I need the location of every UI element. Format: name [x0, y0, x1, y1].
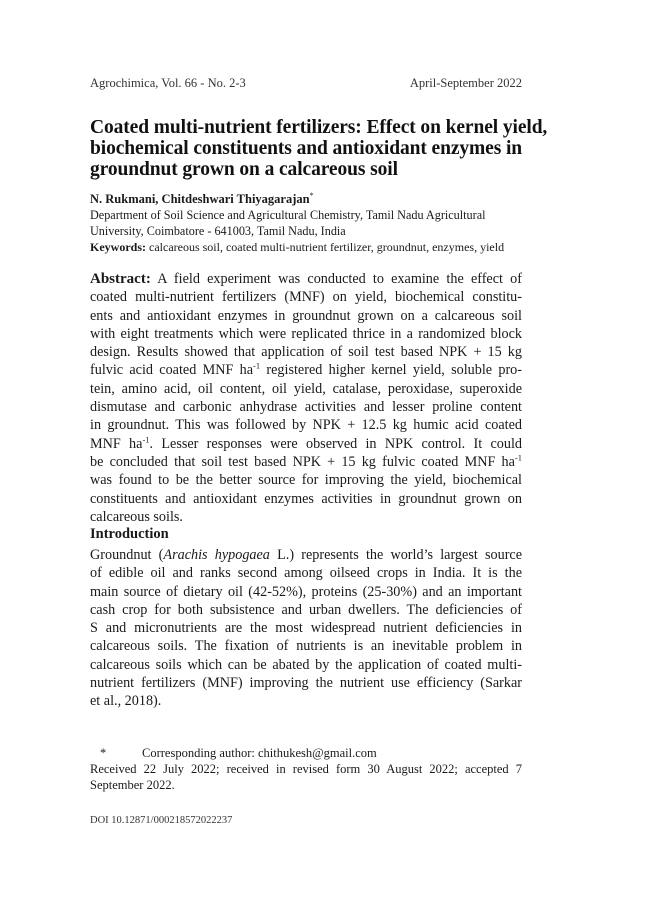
abstract-line: was found to be the better source for improving the yield, biochemical [90, 472, 522, 489]
author-names: N. Rukmani, Chitdeshwari Thiyagarajan [90, 192, 310, 206]
intro-line: cash crop for both subsistence and urban dwellers. The deficiencies of [90, 601, 522, 618]
section-heading-introduction: Introduction [90, 526, 169, 542]
title-line: Coated multi-nutrient fertilizers: Effect on kernel yield, [90, 117, 548, 138]
abstract-line: tein, amino acid, oil content, oil yield, catalase, peroxidase, superoxide [90, 380, 522, 397]
abstract-line: constituents and antioxidant enzymes activities in groundnut grown on [90, 490, 522, 507]
abstract-line: ents and antioxidant enzymes in groundnut grown on a calcareous soil [90, 307, 522, 324]
affiliation-line: Department of Soil Science and Agricultural Chemistry, Tamil Nadu Agricultural [90, 208, 486, 222]
affiliation [90, 207, 522, 239]
intro-line: Groundnut (Arachis hypogaea L.) represents the world’s largest source [90, 547, 523, 563]
intro-line: main source of dietary oil (42-52%), proteins (25-30%) and an important [90, 583, 522, 600]
intro-line: nutrient fertilizers (MNF) improving the nutrient use efficiency (Sarkar [90, 675, 522, 692]
paper-title [90, 117, 548, 180]
intro-line: calcareous soils. The fixation of nutrients is an inevitable problem in [90, 638, 522, 655]
abstract-line: fulvic acid coated MNF $ha^{-1}$ registered higher kernel yield, soluble pro- [90, 360, 522, 379]
affiliation-line: University, Coimbatore - 641003, Tamil Nadu, India [90, 224, 346, 238]
intro-line: et al., 2018). [90, 693, 162, 710]
keywords-label: Keywords: [90, 240, 146, 254]
title-line: groundnut grown on a calcareous soil [90, 159, 398, 180]
abstract-line: design. Results showed that application of soil test based NPK + 15 kg [90, 344, 522, 361]
corresponding-text: Corresponding author: chithukesh@gmail.com [142, 746, 377, 760]
footnote-mark: * [100, 746, 107, 760]
introduction-body [90, 546, 522, 711]
abstract-line: dismutase and carbonic anhydrase activities and lesser proline content [90, 399, 522, 416]
abstract-line: Abstract: A field experiment was conducted to examine the effect of [90, 271, 522, 287]
abstract-line: with eight treatments which were replicated thrice in a randomized block [90, 325, 522, 342]
abstract-line: MNF $ha^{-1}$. Lesser responses were observed in NPK control. It could [90, 433, 522, 452]
doi: DOI 10.12871/000218572022237 [90, 815, 233, 826]
authors [90, 192, 522, 207]
keywords [90, 240, 530, 255]
abstract-line: in groundnut. This was followed by NPK + 12.5 kg humic acid coated [90, 417, 522, 434]
author-mark: * [309, 190, 314, 200]
footnote [90, 745, 522, 793]
abstract-line: be concluded that soil test based NPK + 15 kg fulvic coated MNF $ha^{-1}$ [90, 452, 522, 470]
abstract-line: calcareous soils. [90, 508, 183, 525]
title-line: biochemical constituents and antioxidant enzymes in [90, 138, 523, 159]
intro-line: calcareous soils which can be abated by the application of coated multi- [90, 656, 522, 673]
received-dates: Received 22 July 2022; received in revised form 30 August 2022; accepted 7 [90, 762, 522, 776]
received-dates-cont: September 2022. [90, 778, 175, 792]
running-header [90, 76, 522, 91]
intro-line: S and micronutrients are the most widespread nutrient deficiencies in [90, 620, 522, 637]
abstract-line: coated multi-nutrient fertilizers (MNF) on yield, biochemical constitu- [90, 289, 522, 306]
journal-citation: Agrochimica, Vol. 66 - No. 2-3 [90, 76, 246, 90]
corresponding-author [90, 745, 522, 761]
issue-date: April-September 2022 [409, 76, 522, 90]
species-name: Arachis hypogaea [163, 547, 270, 563]
intro-line: of edible oil and ranks second among oilseed crops in India. It is the [90, 565, 522, 582]
abstract [90, 270, 522, 526]
abstract-label: Abstract: [90, 271, 151, 287]
keywords-text: calcareous soil, coated multi-nutrient fertilizer, groundnut, enzymes, yield [149, 240, 505, 254]
